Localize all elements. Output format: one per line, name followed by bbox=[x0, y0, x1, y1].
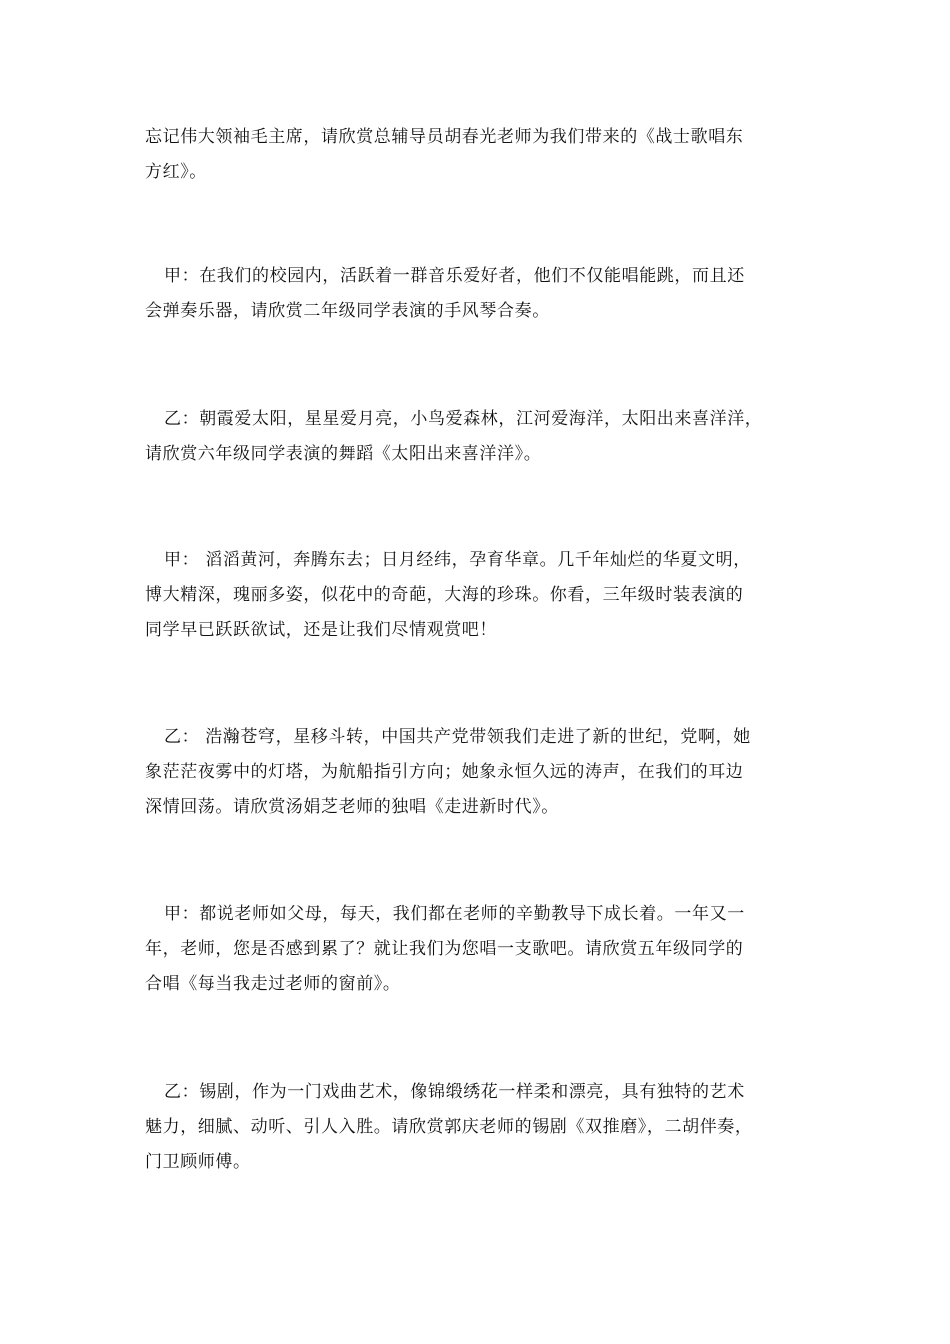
paragraph-yi-dance bbox=[145, 402, 815, 472]
text-line: 象茫茫夜雾中的灯塔，为航船指引方向；她象永恒久远的涛声，在我们的耳边 bbox=[145, 762, 744, 782]
text-line: 甲： 滔滔黄河，奔腾东去；日月经纬，孕育华章。几千年灿烂的华夏文明， bbox=[164, 550, 751, 570]
paragraph-jia-fashion-show bbox=[145, 543, 815, 648]
paragraph-yi-xi-opera bbox=[145, 1075, 815, 1180]
text-line: 甲：在我们的校园内，活跃着一群音乐爱好者，他们不仅能唱能跳，而且还 bbox=[164, 266, 745, 286]
text-line: 忘记伟大领袖毛主席，请欣赏总辅导员胡春光老师为我们带来的《战士歌唱东 bbox=[145, 127, 744, 147]
text-line: 年，老师，您是否感到累了？就让我们为您唱一支歌吧。请欣赏五年级同学的 bbox=[145, 939, 744, 959]
text-line: 深情回荡。请欣赏汤娟芝老师的独唱《走进新时代》。 bbox=[145, 797, 559, 817]
text-line: 博大精深，瑰丽多姿，似花中的奇葩，大海的珍珠。你看，三年级时装表演的 bbox=[145, 585, 744, 605]
text-line: 乙：朝霞爱太阳，星星爱月亮，小鸟爱森林，江河爱海洋，太阳出来喜洋洋， bbox=[164, 409, 763, 429]
text-line: 方红》。 bbox=[145, 162, 207, 182]
text-line: 乙： 浩瀚苍穹，星移斗转，中国共产党带领我们走进了新的世纪，党啊，她 bbox=[164, 727, 751, 747]
text-line: 乙：锡剧，作为一门戏曲艺术，像锦缎绣花一样柔和漂亮，具有独特的艺术 bbox=[164, 1082, 745, 1102]
text-line: 同学早已跃跃欲试，还是让我们尽情观赏吧！ bbox=[145, 620, 497, 640]
text-line: 甲：都说老师如父母，每天，我们都在老师的辛勤教导下成长着。一年又一 bbox=[164, 904, 745, 924]
paragraph-jia-chorus bbox=[145, 897, 815, 1002]
paragraph-jia-accordion bbox=[145, 259, 815, 329]
text-line: 会弹奏乐器，请欣赏二年级同学表演的手风琴合奏。 bbox=[145, 301, 550, 321]
text-line: 请欣赏六年级同学表演的舞蹈《太阳出来喜洋洋》。 bbox=[145, 444, 542, 464]
text-line: 魅力，细腻、动听、引人入胜。请欣赏郭庆老师的锡剧《双推磨》，二胡伴奏， bbox=[145, 1117, 753, 1137]
paragraph-opening-continuation bbox=[145, 120, 815, 190]
paragraph-yi-solo bbox=[145, 720, 815, 825]
text-line: 合唱《每当我走过老师的窗前》。 bbox=[145, 974, 401, 994]
text-line: 门卫顾师傅。 bbox=[145, 1152, 251, 1172]
